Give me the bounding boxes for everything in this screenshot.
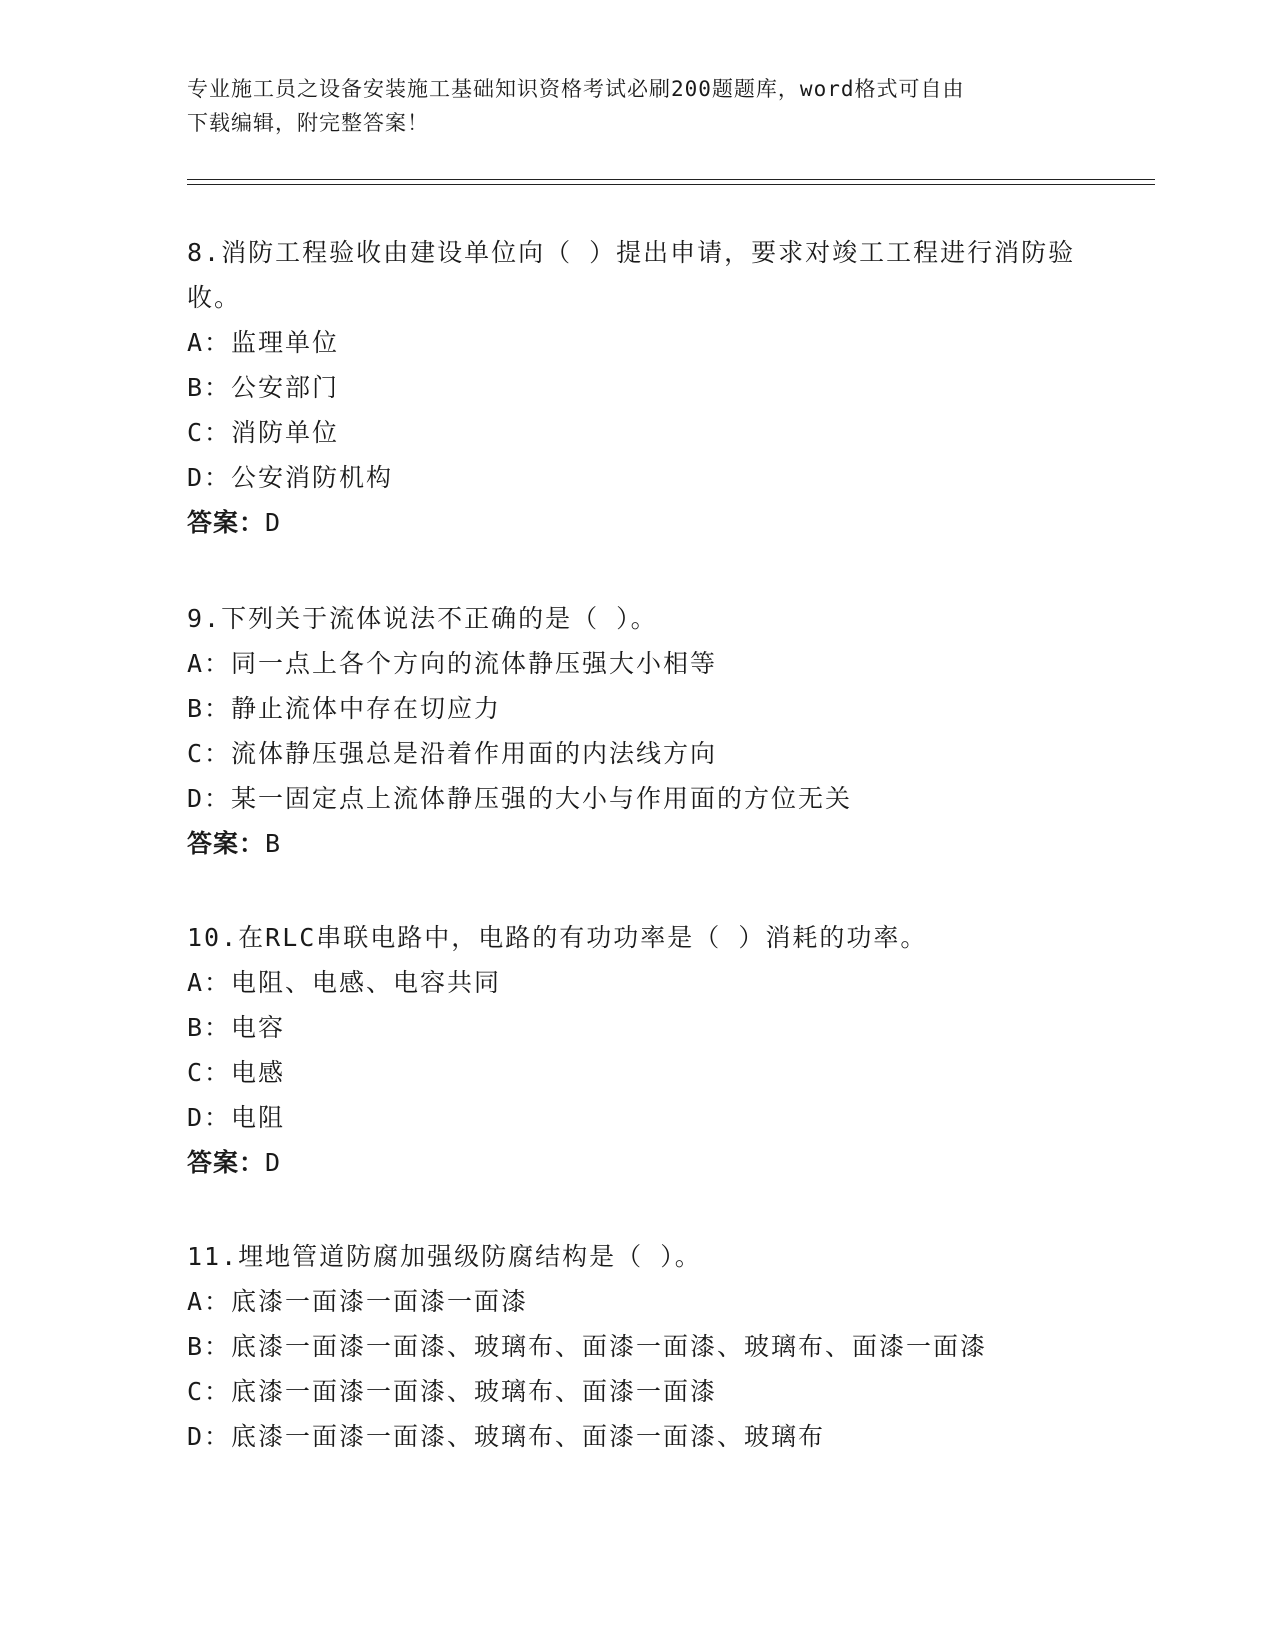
option-d — [187, 1095, 1087, 1140]
document-header — [187, 72, 1087, 140]
option-key: D： — [187, 1103, 232, 1132]
question-10 — [187, 915, 1087, 1185]
option-text: 静止流体中存在切应力 — [231, 694, 502, 723]
option-text: 公安消防机构 — [231, 463, 394, 492]
option-key: A： — [187, 328, 232, 357]
question-11 — [187, 1234, 1087, 1459]
option-c — [187, 1050, 1087, 1095]
option-b — [187, 686, 1087, 731]
question-stem: 8.消防工程验收由建设单位向（ ）提出申请，要求对竣工工程进行消防验收。 — [187, 238, 1076, 312]
option-text: 公安部门 — [231, 373, 340, 402]
answer-line — [187, 821, 1087, 866]
answer-label: 答案： — [187, 1148, 266, 1177]
option-key: A： — [187, 649, 232, 678]
option-key: B： — [187, 1013, 232, 1042]
header-line-2: 下载编辑，附完整答案！ — [187, 111, 429, 135]
option-key: A： — [187, 1287, 232, 1316]
option-key: D： — [187, 1422, 232, 1451]
option-key: B： — [187, 373, 232, 402]
option-b — [187, 1324, 1087, 1369]
option-key: C： — [187, 1058, 232, 1087]
option-key: B： — [187, 1332, 232, 1361]
option-key: C： — [187, 1377, 232, 1406]
option-key: A： — [187, 968, 232, 997]
option-a — [187, 320, 1087, 365]
option-text: 电阻 — [231, 1103, 286, 1132]
option-b — [187, 1005, 1087, 1050]
option-a — [187, 641, 1087, 686]
option-text: 消防单位 — [231, 418, 340, 447]
option-text: 底漆一面漆一面漆、玻璃布、面漆一面漆、玻璃布 — [231, 1422, 826, 1451]
question-9 — [187, 596, 1087, 866]
option-text: 监理单位 — [231, 328, 340, 357]
header-divider-bottom — [187, 184, 1155, 185]
answer-label: 答案： — [187, 508, 266, 537]
option-key: B： — [187, 694, 232, 723]
question-stem: 9.下列关于流体说法不正确的是（ ）。 — [187, 604, 658, 633]
option-key: D： — [187, 463, 232, 492]
option-key: D： — [187, 784, 232, 813]
answer-value: D — [265, 1148, 282, 1177]
answer-value: D — [265, 508, 282, 537]
answer-line — [187, 500, 1087, 545]
header-line-1: 专业施工员之设备安装施工基础知识资格考试必刷200题题库，word格式可自由 — [187, 77, 965, 101]
option-text: 同一点上各个方向的流体静压强大小相等 — [231, 649, 718, 678]
question-8 — [187, 230, 1087, 545]
option-d — [187, 455, 1087, 500]
question-stem: 11.埋地管道防腐加强级防腐结构是（ ）。 — [187, 1242, 702, 1271]
option-text: 底漆一面漆一面漆、玻璃布、面漆一面漆 — [231, 1377, 718, 1406]
option-c — [187, 731, 1087, 776]
option-text: 电感 — [231, 1058, 286, 1087]
option-a — [187, 1279, 1087, 1324]
header-divider-top — [187, 179, 1155, 180]
question-stem: 10.在RLC串联电路中，电路的有功功率是（ ）消耗的功率。 — [187, 923, 928, 952]
option-text: 电容 — [231, 1013, 286, 1042]
option-text: 底漆一面漆一面漆、玻璃布、面漆一面漆、玻璃布、面漆一面漆 — [231, 1332, 988, 1361]
option-a — [187, 960, 1087, 1005]
option-text: 底漆一面漆一面漆一面漆 — [231, 1287, 529, 1316]
option-key: C： — [187, 739, 232, 768]
option-d — [187, 1414, 1087, 1459]
option-b — [187, 365, 1087, 410]
option-c — [187, 410, 1087, 455]
answer-label: 答案： — [187, 829, 266, 858]
option-text: 流体静压强总是沿着作用面的内法线方向 — [231, 739, 718, 768]
answer-value: B — [265, 829, 282, 858]
option-d — [187, 776, 1087, 821]
option-text: 某一固定点上流体静压强的大小与作用面的方位无关 — [231, 784, 853, 813]
answer-line — [187, 1140, 1087, 1185]
option-text: 电阻、电感、电容共同 — [231, 968, 502, 997]
option-key: C： — [187, 418, 232, 447]
option-c — [187, 1369, 1087, 1414]
